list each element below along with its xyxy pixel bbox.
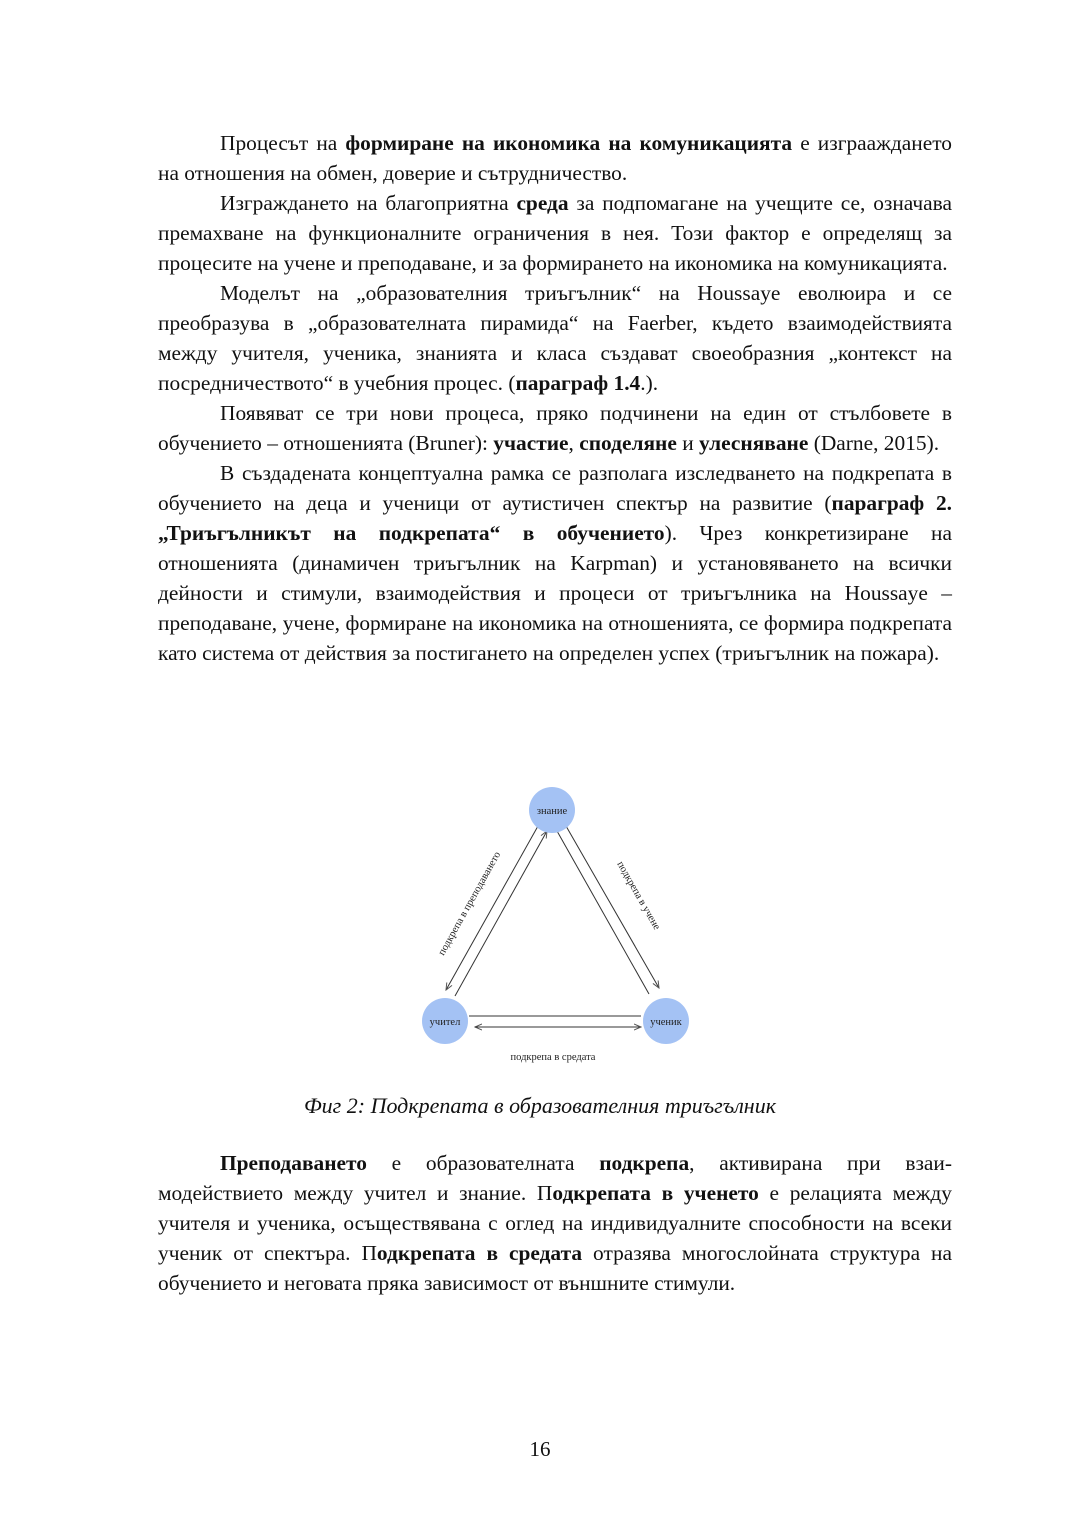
text-run: отразява многослойната структура на обучението и неговата пряка зависимост от външните стимули. <box>158 1241 952 1295</box>
text-run: .). <box>640 371 659 395</box>
text-run: Процесът на <box>220 131 346 155</box>
paragraph <box>158 398 952 458</box>
bold-text: одкрепата в средата <box>376 1241 583 1265</box>
edge-right-line-2 <box>557 831 649 994</box>
bold-text: споделяне <box>579 431 677 455</box>
text-run: и <box>676 431 699 455</box>
paragraph <box>158 278 952 398</box>
text-run: ). Чрез конкретизиране на отношенията (динамичен триъгълник на Karpman) и установяването на всички дейности и стимули, взаимодействия и процеси от триъгълника на Houssaye – преподаване, учене, формиране на икономика на отношенията, се формира подкрепата като система от действия за постигането на определен успех (триъгълник на пожара). <box>158 521 952 665</box>
body-text-top <box>158 128 952 668</box>
bold-text: параграф 1.4 <box>515 371 641 395</box>
text-run: е изграаждането на отношения на обмен, доверие и сътрудничество. <box>158 131 953 185</box>
figure-caption: Фиг 2: Подкрепата в образователния триъгълник <box>303 1093 776 1118</box>
edge-left-line-1 <box>446 826 538 990</box>
bold-text: участие <box>493 431 569 455</box>
triangle-diagram <box>395 780 715 1080</box>
edge-left-label: подкрепа в преподаването <box>436 850 504 958</box>
text-run: Появяват се три нови процеса, пряко подчинени на един от стълбовете в обучението – отношенията (Bruner): <box>158 401 952 455</box>
text-run: е образователната <box>366 1151 600 1175</box>
text-run: (Darne, 2015). <box>808 431 940 455</box>
text-run: В създадената концептуална рамка се разполага изследването на подкрепата в обучението на деца и ученици от аутистичен спектър на развитие ( <box>158 461 952 515</box>
page-number: 16 <box>529 1437 551 1461</box>
paragraph <box>158 1148 952 1298</box>
bold-text: Преподаването <box>220 1151 367 1175</box>
node-student-label: ученик <box>650 1017 682 1028</box>
paragraph <box>158 458 952 668</box>
node-knowledge-label: знание <box>536 806 568 817</box>
body-text-bottom <box>158 1148 952 1298</box>
text-run: Моделът на „образователния триъгълник“ на Houssaye еволюира и се преобразува в „образователната пирамида“ на Faerber, където взаимодействията между учителя, ученика, знанията и класа създават своеобразния „контекст на посредничеството“ в учебния процес. ( <box>158 281 952 395</box>
edge-right-label: подкрепа в учене <box>614 859 662 932</box>
node-teacher-label: учител <box>429 1017 461 1028</box>
bold-text: подкрепа <box>599 1151 690 1175</box>
bold-text: одкрепата в ученето <box>552 1181 759 1205</box>
text-run: Изграждането на благоприятна <box>220 191 517 215</box>
text-run: за подпомагане на учещите се, означава премахване на функционалните ограничения в нея. Този фактор е определящ за процесите на учене и преподаване, и за формирането на икономика на комуникацията. <box>158 191 952 275</box>
bold-text: формиране на икономика на комуникацията <box>345 131 793 155</box>
edge-bottom-label: подкрепа в средата <box>510 1052 596 1063</box>
bold-text: улесняване <box>699 431 809 455</box>
text-run: е релацията между учителя и ученика, осъществявана с оглед на индивидуалните способности на всеки ученик от спектъра. П <box>158 1181 952 1265</box>
text-run: , активирана при взаимодействието между учител и знание. П <box>158 1151 952 1205</box>
paragraph <box>158 128 952 188</box>
bold-text: среда <box>516 191 569 215</box>
paragraph <box>158 188 952 278</box>
diagram-svg <box>395 780 715 1080</box>
bold-text: параграф 2. „Триъгълникът на подкрепата“ в обучението <box>158 491 952 545</box>
text-run: , <box>568 431 580 455</box>
